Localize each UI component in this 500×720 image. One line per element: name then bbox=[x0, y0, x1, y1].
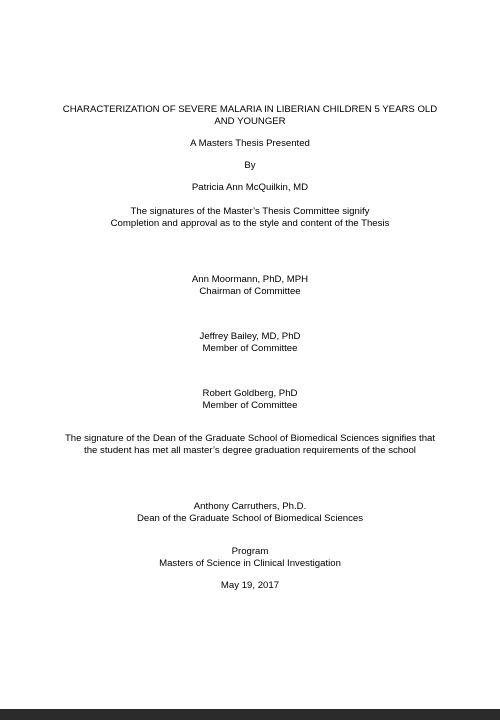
committee-member-name: Robert Goldberg, PhD bbox=[202, 388, 298, 399]
committee-statement-line-1: The signatures of the Master’s Thesis Committee signify bbox=[130, 206, 370, 217]
committee-member-chair bbox=[0, 274, 500, 297]
author-line: Patricia Ann McQuilkin, MD bbox=[191, 182, 309, 193]
program-block bbox=[0, 546, 500, 569]
thesis-title-line-1: CHARACTERIZATION OF SEVERE MALARIA IN LIBERIAN CHILDREN 5 YEARS OLD bbox=[62, 104, 438, 115]
committee-statement-line-2: Completion and approval as to the style and content of the Thesis bbox=[110, 217, 390, 229]
committee-member-role: Member of Committee bbox=[202, 399, 298, 411]
dean-role: Dean of the Graduate School of Biomedical Sciences bbox=[136, 512, 364, 524]
dean-statement bbox=[0, 433, 500, 456]
program-name: Masters of Science in Clinical Investigation bbox=[159, 557, 341, 569]
program-label: Program bbox=[231, 546, 269, 557]
by-text bbox=[0, 160, 500, 172]
committee-member-3 bbox=[0, 388, 500, 411]
date-line: May 19, 2017 bbox=[220, 580, 280, 591]
committee-member-2 bbox=[0, 331, 500, 354]
dean-statement-line-2: the student has met all master’s degree graduation requirements of the school bbox=[84, 444, 416, 456]
thesis-title bbox=[0, 104, 500, 127]
committee-member-name: Jeffrey Bailey, MD, PhD bbox=[199, 331, 301, 342]
by-line: By bbox=[244, 160, 256, 171]
thesis-date bbox=[0, 580, 500, 592]
committee-member-role: Chairman of Committee bbox=[199, 285, 301, 297]
committee-member-role: Member of Committee bbox=[202, 342, 298, 354]
dean-name: Anthony Carruthers, Ph.D. bbox=[193, 501, 307, 512]
committee-statement bbox=[0, 206, 500, 229]
dean-signature-block bbox=[0, 501, 500, 524]
dean-statement-line-1: The signature of the Dean of the Graduate School of Biomedical Sciences signifies that bbox=[64, 433, 436, 444]
committee-member-name: Ann Moormann, PhD, MPH bbox=[191, 274, 309, 285]
viewer-bottom-bar bbox=[0, 709, 500, 720]
presented-line: A Masters Thesis Presented bbox=[190, 138, 310, 149]
presented-text bbox=[0, 138, 500, 150]
thesis-title-line-2: AND YOUNGER bbox=[214, 115, 286, 127]
author-name bbox=[0, 182, 500, 194]
